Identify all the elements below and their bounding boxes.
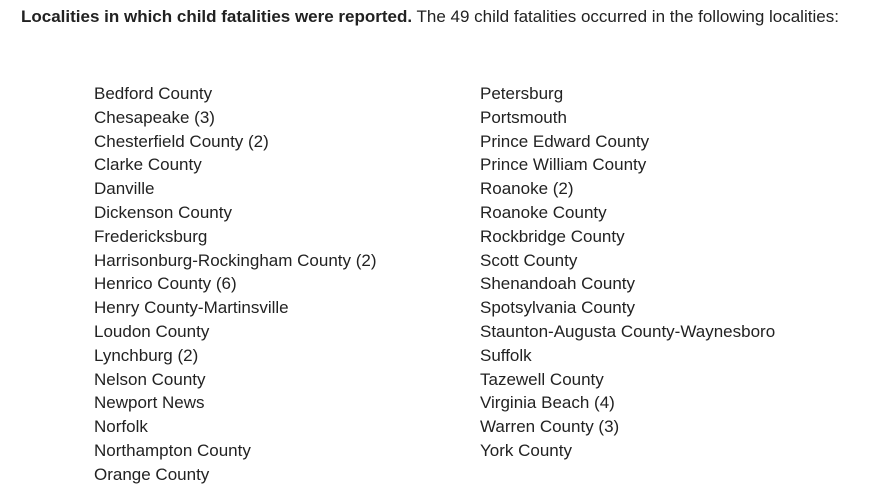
list-item: Loudon County: [94, 321, 210, 341]
list-item: Norfolk: [94, 417, 148, 437]
localities-list: [94, 82, 850, 487]
list-item: Henrico County (6): [94, 274, 237, 294]
list-item: Henry County-Martinsville: [94, 298, 289, 318]
list-item: Portsmouth: [480, 107, 567, 127]
list-item: Suffolk: [480, 345, 532, 365]
list-item: Chesterfield County (2): [94, 131, 269, 151]
intro-paragraph: [21, 5, 871, 29]
list-item: Dickenson County: [94, 202, 232, 222]
list-item: Scott County: [480, 250, 578, 270]
list-item: Virginia Beach (4): [480, 393, 615, 413]
list-item: Harrisonburg-Rockingham County (2): [94, 250, 377, 270]
list-item: Shenandoah County: [480, 274, 636, 294]
list-item: Lynchburg (2): [94, 345, 199, 365]
list-item: Prince Edward County: [480, 131, 650, 151]
list-item: Tazewell County: [480, 369, 604, 389]
list-item: Chesapeake (3): [94, 107, 215, 127]
list-item: Fredericksburg: [94, 226, 208, 246]
list-item: Newport News: [94, 393, 205, 413]
list-item: Spotsylvania County: [480, 298, 635, 318]
localities-column-left: [94, 82, 480, 487]
list-item: Orange County: [94, 464, 210, 484]
list-item: Rockbridge County: [480, 226, 625, 246]
list-item: Staunton-Augusta County-Waynesboro: [480, 321, 776, 341]
list-item: Roanoke (2): [480, 179, 574, 199]
intro-text: The 49 child fatalities occurred in the following localities:: [412, 7, 839, 26]
list-item: Prince William County: [480, 155, 647, 175]
list-item: Clarke County: [94, 155, 202, 175]
list-item: Nelson County: [94, 369, 206, 389]
list-item: Roanoke County: [480, 202, 607, 222]
intro-lead: Localities in which child fatalities were reported.: [21, 7, 413, 26]
list-item: Danville: [94, 179, 155, 199]
localities-column-right: [480, 82, 850, 487]
list-item: Warren County (3): [480, 417, 620, 437]
list-item: York County: [480, 440, 572, 460]
list-item: Petersburg: [480, 84, 564, 103]
list-item: Northampton County: [94, 440, 251, 460]
list-item: Bedford County: [94, 84, 213, 103]
